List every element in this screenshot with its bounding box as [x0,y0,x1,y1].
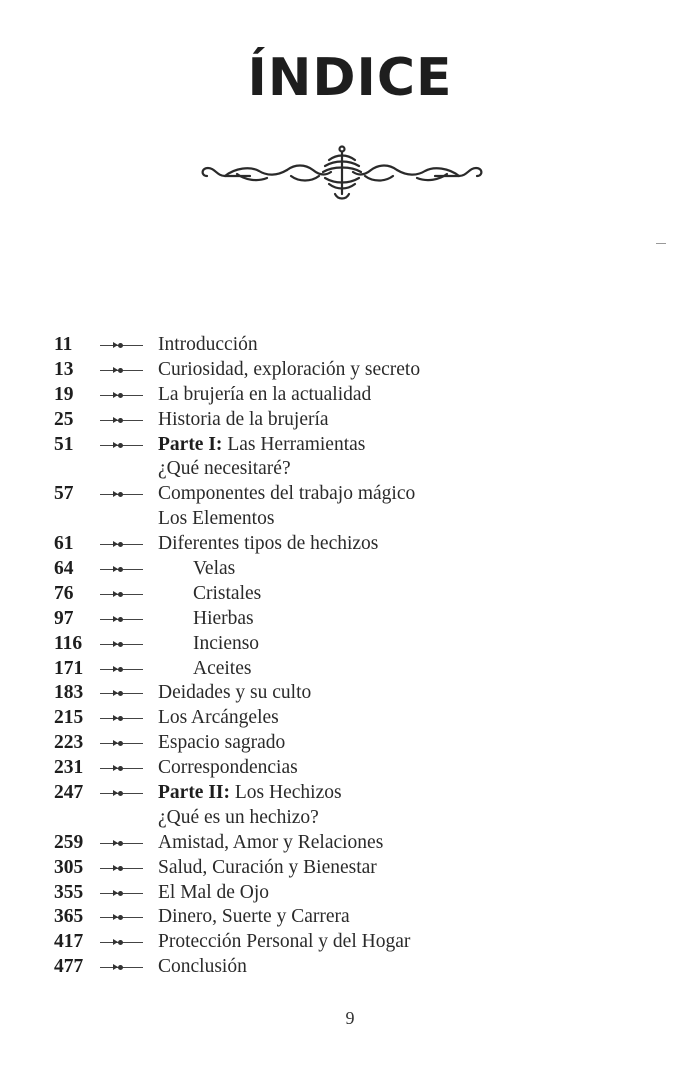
toc-entry-title [158,333,258,358]
toc-entry-title [158,507,274,532]
toc-entry-text: ¿Qué necesitaré? [158,458,291,480]
toc-page-number: 183 [54,682,84,704]
toc-entry-text: Protección Personal y del Hogar [158,931,411,953]
toc-entry [54,358,654,383]
arrow-dot-icon [98,408,158,433]
toc-page-number: 305 [54,856,84,878]
toc-entry [54,482,654,507]
toc-page-number: 61 [54,533,74,555]
toc-entry-title [158,881,269,906]
toc-entry-text: Diferentes tipos de hechizos [158,533,379,555]
toc-page-number: 11 [54,334,73,355]
toc-entry-text: La brujería en la actualidad [158,383,372,405]
toc-entry-title [158,831,383,856]
toc-entry [54,632,654,657]
toc-entry-text: Los Hechizos [230,782,342,804]
arrow-dot-icon [98,557,158,582]
toc-page-number: 25 [54,408,74,430]
toc-entry-title [158,457,291,482]
arrow-dot-icon [98,706,158,731]
page-number: 9 [345,1008,355,1028]
toc-page-number: 171 [54,657,84,679]
toc-entry-text: Dinero, Suerte y Carrera [158,906,350,928]
toc-entry [54,532,654,557]
toc-entry [54,905,654,930]
toc-entry-text: Amistad, Amor y Relaciones [158,831,384,853]
toc-page-number: 365 [54,906,84,928]
arrow-dot-icon [98,532,158,557]
arrow-dot-icon [98,955,158,980]
toc-page-number: 97 [54,607,74,629]
arrow-dot-icon [98,507,158,532]
toc-entry-text: Espacio sagrado [158,732,286,754]
toc-entry-text: Conclusión [158,956,247,978]
arrow-dot-icon [98,806,158,831]
toc-page-number: 57 [54,483,74,505]
toc-page-number: 13 [54,358,74,380]
toc-part-label: Parte I: [158,433,223,455]
arrow-dot-icon [98,905,158,930]
arrow-dot-icon [98,756,158,781]
toc-part-label: Parte II: [158,782,231,804]
toc-entry-text: Hierbas [193,607,254,629]
toc-page-number: 64 [54,558,74,580]
table-of-contents [54,333,654,980]
toc-entry-title [158,532,378,557]
toc-page-number: 231 [54,757,84,779]
toc-entry [54,681,654,706]
arrow-dot-icon [98,482,158,507]
arrow-dot-icon [98,582,158,607]
toc-entry [54,881,654,906]
toc-entry-text: Velas [193,558,236,580]
toc-entry-text: Incienso [193,632,260,654]
arrow-dot-icon [98,457,158,482]
toc-entry [54,607,654,632]
toc-entry-text: Correspondencias [158,757,298,779]
toc-entry-title [158,632,259,657]
toc-entry [54,507,654,532]
arrow-dot-icon [98,681,158,706]
arrow-dot-icon [98,433,158,458]
toc-entry-title [158,731,285,756]
toc-page-number: 116 [54,632,83,654]
toc-entry-text: Aceites [193,657,252,679]
arrow-dot-icon [98,781,158,806]
toc-entry-title [158,482,415,507]
arrow-dot-icon [98,383,158,408]
arrow-dot-icon [98,607,158,632]
toc-entry-title [158,408,329,433]
page-title: ÍNDICE [247,48,453,108]
toc-page-number: 477 [54,956,84,978]
toc-entry [54,408,654,433]
toc-page-number: 223 [54,732,84,754]
toc-entry-title [158,681,311,706]
arrow-dot-icon [98,881,158,906]
toc-entry-title [158,657,251,682]
toc-entry-title [158,930,410,955]
toc-entry [54,756,654,781]
toc-page-number: 51 [54,433,74,455]
toc-entry [54,383,654,408]
toc-entry [54,781,654,806]
toc-entry-title [158,806,319,831]
toc-entry-text: Curiosidad, exploración y secreto [158,358,421,380]
toc-entry [54,457,654,482]
toc-entry-text: Los Arcángeles [158,707,279,729]
toc-entry-text: Introducción [158,334,258,355]
toc-entry-title [158,955,247,980]
toc-entry-title [158,582,261,607]
toc-entry-title [158,607,254,632]
toc-entry-text: Las Herramientas [222,433,366,455]
toc-entry-title [158,856,377,881]
toc-entry-text: Deidades y su culto [158,682,312,704]
toc-entry-text: ¿Qué es un hechizo? [158,806,319,828]
toc-entry [54,557,654,582]
toc-entry-title [158,433,365,458]
toc-entry [54,657,654,682]
toc-page-number: 247 [54,782,84,804]
toc-entry-text: Salud, Curación y Bienestar [158,856,377,878]
toc-entry-title [158,706,279,731]
toc-entry [54,333,654,358]
edge-mark [656,243,666,244]
toc-entry [54,731,654,756]
toc-entry [54,930,654,955]
arrow-dot-icon [98,930,158,955]
toc-entry-title [158,905,350,930]
toc-page-number: 76 [54,582,74,604]
toc-entry-text: Historia de la brujería [158,408,329,430]
arrow-dot-icon [98,358,158,383]
arrow-dot-icon [98,831,158,856]
toc-page-number: 417 [54,931,84,953]
toc-entry-text: Cristales [193,582,262,604]
toc-page-number: 259 [54,831,84,853]
toc-entry [54,582,654,607]
toc-entry-text: El Mal de Ojo [158,881,270,903]
toc-entry-text: Componentes del trabajo mágico [158,483,416,505]
toc-entry-title [158,358,420,383]
toc-entry-title [158,383,371,408]
toc-entry-title [158,756,298,781]
ornament-divider-icon [195,140,490,205]
toc-page-number: 19 [54,383,74,405]
toc-entry [54,955,654,980]
arrow-dot-icon [98,731,158,756]
toc-entry-title [158,557,235,582]
toc-entry [54,433,654,458]
arrow-dot-icon [98,856,158,881]
arrow-dot-icon [98,657,158,682]
toc-entry [54,706,654,731]
toc-page-number: 215 [54,707,84,729]
toc-entry-text: Los Elementos [158,508,275,530]
arrow-dot-icon [98,632,158,657]
toc-page-number: 355 [54,881,84,903]
toc-entry [54,806,654,831]
toc-entry-title [158,781,342,806]
toc-entry [54,856,654,881]
arrow-dot-icon [98,333,158,358]
toc-entry [54,831,654,856]
